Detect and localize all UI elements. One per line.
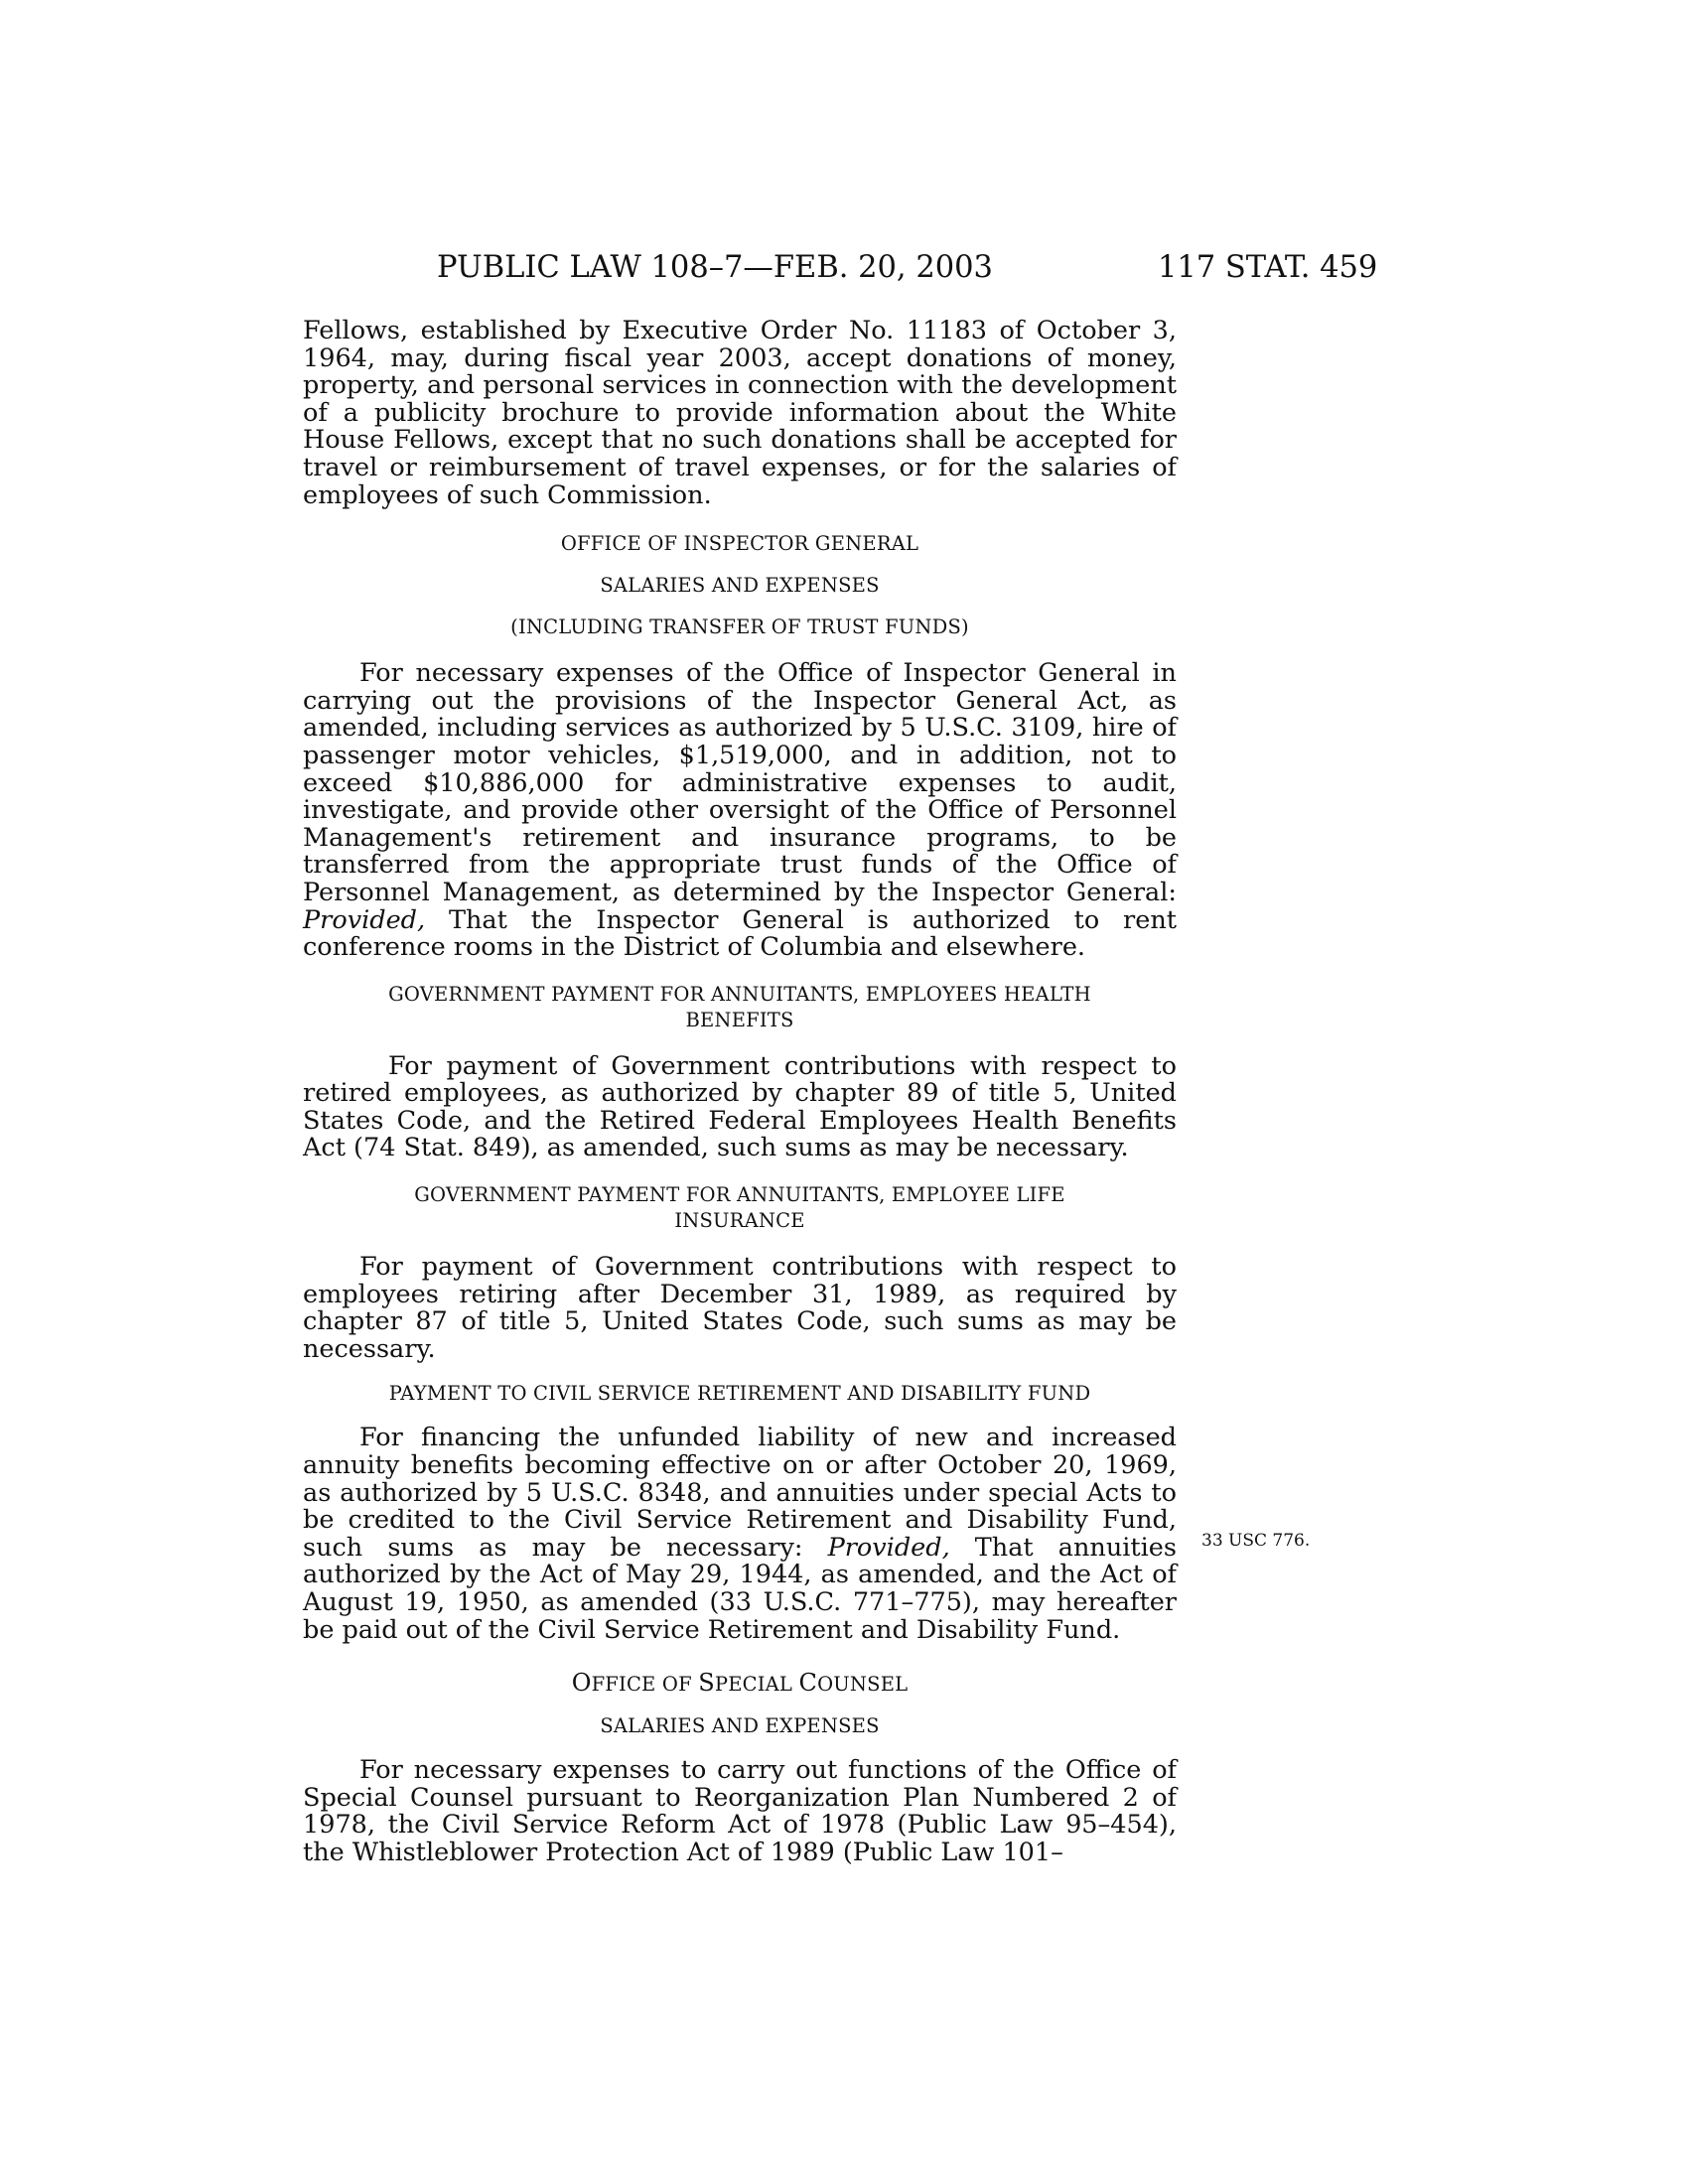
heading-office-of-inspector-general: OFFICE OF INSPECTOR GENERAL bbox=[560, 532, 919, 556]
margin-note-citation: 33 USC 776. bbox=[1201, 1531, 1311, 1551]
running-head bbox=[0, 250, 1688, 290]
paragraph-inspector-general: For necessary expenses of the Office of Inspector General in carrying out the provisions of the Inspector General Act, as amended, including services as authorized by 5 U.S.C. 3109, hire of passenger motor vehicles, $1,519,000, and in addition, not to exceed $10,886,000 for administrative expenses to audit, investigate, and provide other oversight of the Office of Personnel Management's retirement and insurance programs, to be transferred from the appropriate trust funds of the Office of Personnel Management, as determined by the Inspector General: Provided, That the Inspector General is authorized to rent conference rooms in the District of Columbia and elsewhere. bbox=[303, 658, 1177, 963]
heading-salaries-and-expenses: SALARIES AND EXPENSES bbox=[600, 574, 880, 598]
body-column bbox=[303, 318, 1177, 1867]
heading-civil-service-retirement: PAYMENT TO CIVIL SERVICE RETIREMENT AND DISABILITY FUND bbox=[388, 1382, 1091, 1406]
heading-office-of-special-counsel: OFFICE OF SPECIAL COUNSEL bbox=[571, 1669, 909, 1698]
heading-salaries-and-expenses-2: SALARIES AND EXPENSES bbox=[600, 1714, 880, 1738]
heading-including-transfer: (INCLUDING TRANSFER OF TRUST FUNDS) bbox=[510, 615, 969, 639]
heading-health-benefits: GOVERNMENT PAYMENT FOR ANNUITANTS, EMPLOYEES HEALTH BENEFITS bbox=[388, 982, 1091, 1031]
paragraph-special-counsel: For necessary expenses to carry out functions of the Office of Special Counsel pursuant to Reorganization Plan Numbered 2 of 1978, the Civil Service Reform Act of 1978 (Public Law 95–454), the Whistleblower Protection Act of 1989 (Public Law 101– bbox=[303, 1755, 1177, 1867]
paragraph-life-insurance: For payment of Government contributions with respect to employees retiring after December 31, 1989, as required by chapter 87 of title 5, United States Code, such sums as may be necessary. bbox=[303, 1252, 1177, 1364]
page-stat-number: 117 STAT. 459 bbox=[1158, 250, 1378, 285]
heading-life-insurance: GOVERNMENT PAYMENT FOR ANNUITANTS, EMPLOYEE LIFE INSURANCE bbox=[414, 1183, 1065, 1233]
paragraph-health-benefits: For payment of Government contributions with respect to retired employees, as authorized by chapter 89 of title 5, United States Code, and the Retired Federal Employees Health Benefits Act (74 Stat. 849), as amended, such sums as may be necessary. bbox=[303, 1050, 1177, 1163]
running-head-title: PUBLIC LAW 108–7—FEB. 20, 2003 bbox=[437, 250, 993, 285]
paragraph-civil-service-retirement: For financing the unfunded liability of new and increased annuity benefits becoming effective on or after October 20, 1969, as authorized by 5 U.S.C. 8348, and annuities under special Acts to be credited to the Civil Service Retirement and Disability Fund, such sums as may be necessary: Provided, That annuities authorized by the Act of May 29, 1944, as amended, and the Act of August 19, 1950, as amended (33 U.S.C. 771–775), may hereafter be paid out of the Civil Service Retirement and Disability Fund. bbox=[303, 1423, 1177, 1645]
paragraph-white-house-fellows: Fellows, established by Executive Order No. 11183 of October 3, 1964, may, during fiscal year 2003, accept donations of money, property, and personal services in connection with the development of a publicity brochure to provide information about the White House Fellows, except that no such donations shall be accepted for travel or reimbursement of travel expenses, or for the salaries of employees of such Commission. bbox=[303, 316, 1177, 510]
provided-italic: Provided, bbox=[827, 1532, 950, 1563]
provided-italic: Provided, bbox=[303, 904, 426, 935]
